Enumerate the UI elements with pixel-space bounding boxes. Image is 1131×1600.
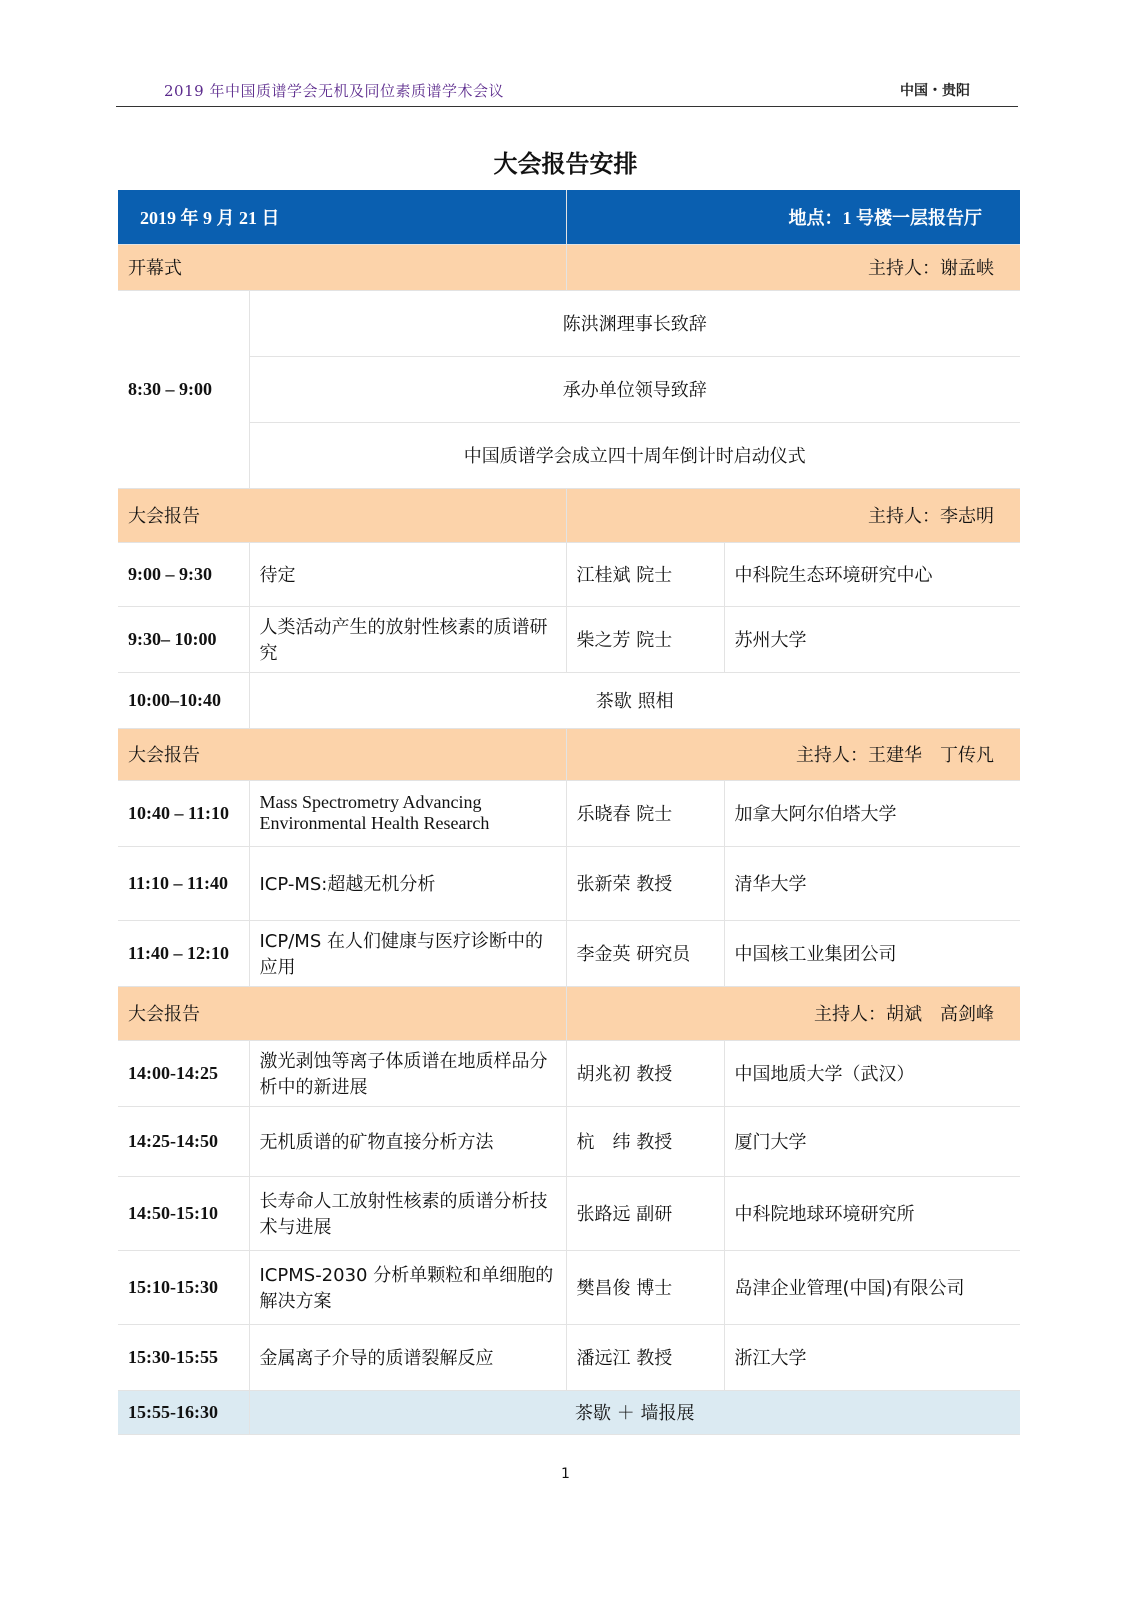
section-host: 主持人：谢孟峡 [566, 244, 1020, 290]
section-header-session-3 [118, 986, 1020, 1040]
running-header [116, 80, 1018, 107]
time-slot: 14:00-14:25 [118, 1040, 249, 1106]
section-header-opening [118, 244, 1020, 290]
report-topic: ICPMS-2030 分析单颗粒和单细胞的解决方案 [249, 1250, 566, 1324]
organization: 苏州大学 [724, 606, 1020, 672]
table-row [118, 542, 1020, 606]
table-row [118, 606, 1020, 672]
section-host: 主持人：胡斌 高剑峰 [566, 986, 1020, 1040]
section-host: 主持人：李志明 [566, 488, 1020, 542]
table-row [118, 290, 1020, 356]
speaker: 胡兆初 教授 [566, 1040, 724, 1106]
conference-name: 2019 年中国质谱学会无机及同位素质谱学术会议 [164, 82, 504, 100]
section-header-session-1 [118, 488, 1020, 542]
table-row [118, 920, 1020, 986]
time-slot: 14:50-15:10 [118, 1176, 249, 1250]
report-topic: 人类活动产生的放射性核素的质谱研究 [249, 606, 566, 672]
break-label: 茶歇 ＋ 墙报展 [249, 1390, 1020, 1434]
organization: 中国地质大学（武汉） [724, 1040, 1020, 1106]
report-topic: 待定 [249, 542, 566, 606]
speaker: 张新荣 教授 [566, 846, 724, 920]
report-topic: 无机质谱的矿物直接分析方法 [249, 1106, 566, 1176]
table-row [118, 1176, 1020, 1250]
table-row [118, 1250, 1020, 1324]
section-title: 大会报告 [118, 728, 566, 780]
section-host: 主持人：王建华 丁传凡 [566, 728, 1020, 780]
report-topic: ICP/MS 在人们健康与医疗诊断中的应用 [249, 920, 566, 986]
time-slot: 9:30– 10:00 [118, 606, 249, 672]
organization: 清华大学 [724, 846, 1020, 920]
section-title: 大会报告 [118, 488, 566, 542]
page-number: 1 [561, 1466, 570, 1482]
report-topic: 金属离子介导的质谱裂解反应 [249, 1324, 566, 1390]
table-row [118, 1040, 1020, 1106]
speaker: 李金英 研究员 [566, 920, 724, 986]
report-topic: ICP-MS:超越无机分析 [249, 846, 566, 920]
time-slot: 11:10 – 11:40 [118, 846, 249, 920]
section-title: 开幕式 [118, 244, 566, 290]
table-row [118, 1106, 1020, 1176]
time-slot: 11:40 – 12:10 [118, 920, 249, 986]
conference-date: 2019 年 9 月 21 日 [118, 190, 566, 244]
agenda-item: 中国质谱学会成立四十周年倒计时启动仪式 [249, 422, 1020, 488]
break-row [118, 672, 1020, 728]
date-location-banner [118, 190, 1020, 244]
table-row [118, 422, 1020, 488]
speaker: 江桂斌 院士 [566, 542, 724, 606]
section-header-session-2 [118, 728, 1020, 780]
time-slot: 15:30-15:55 [118, 1324, 249, 1390]
time-slot: 10:40 – 11:10 [118, 780, 249, 846]
report-topic: 长寿命人工放射性核素的质谱分析技术与进展 [249, 1176, 566, 1250]
speaker: 杭 纬 教授 [566, 1106, 724, 1176]
break-row [118, 1390, 1020, 1434]
table-row [118, 780, 1020, 846]
conference-venue: 地点：1 号楼一层报告厅 [566, 190, 1020, 244]
speaker: 樊昌俊 博士 [566, 1250, 724, 1324]
time-slot: 9:00 – 9:30 [118, 542, 249, 606]
organization: 中国核工业集团公司 [724, 920, 1020, 986]
organization: 中科院地球环境研究所 [724, 1176, 1020, 1250]
section-title: 大会报告 [118, 986, 566, 1040]
time-slot: 10:00–10:40 [118, 672, 249, 728]
agenda-item: 陈洪渊理事长致辞 [249, 290, 1020, 356]
table-row [118, 846, 1020, 920]
time-slot: 15:55-16:30 [118, 1390, 249, 1434]
report-topic: 激光剥蚀等离子体质谱在地质样品分析中的新进展 [249, 1040, 566, 1106]
page-title: 大会报告安排 [493, 150, 638, 178]
schedule-table [118, 190, 1020, 1435]
speaker: 乐晓春 院士 [566, 780, 724, 846]
organization: 浙江大学 [724, 1324, 1020, 1390]
speaker: 潘远江 教授 [566, 1324, 724, 1390]
time-slot: 15:10-15:30 [118, 1250, 249, 1324]
organization: 厦门大学 [724, 1106, 1020, 1176]
break-label: 茶歇 照相 [249, 672, 1020, 728]
organization: 岛津企业管理(中国)有限公司 [724, 1250, 1020, 1324]
speaker: 柴之芳 院士 [566, 606, 724, 672]
table-row [118, 356, 1020, 422]
speaker: 张路远 副研 [566, 1176, 724, 1250]
organization: 中科院生态环境研究中心 [724, 542, 1020, 606]
organization: 加拿大阿尔伯塔大学 [724, 780, 1020, 846]
report-topic: Mass Spectrometry Advancing Environmental Health Research [249, 780, 566, 846]
time-slot: 14:25-14:50 [118, 1106, 249, 1176]
conference-location: 中国・贵阳 [900, 83, 970, 99]
table-row [118, 1324, 1020, 1390]
time-slot: 8:30 – 9:00 [118, 290, 249, 488]
agenda-item: 承办单位领导致辞 [249, 356, 1020, 422]
